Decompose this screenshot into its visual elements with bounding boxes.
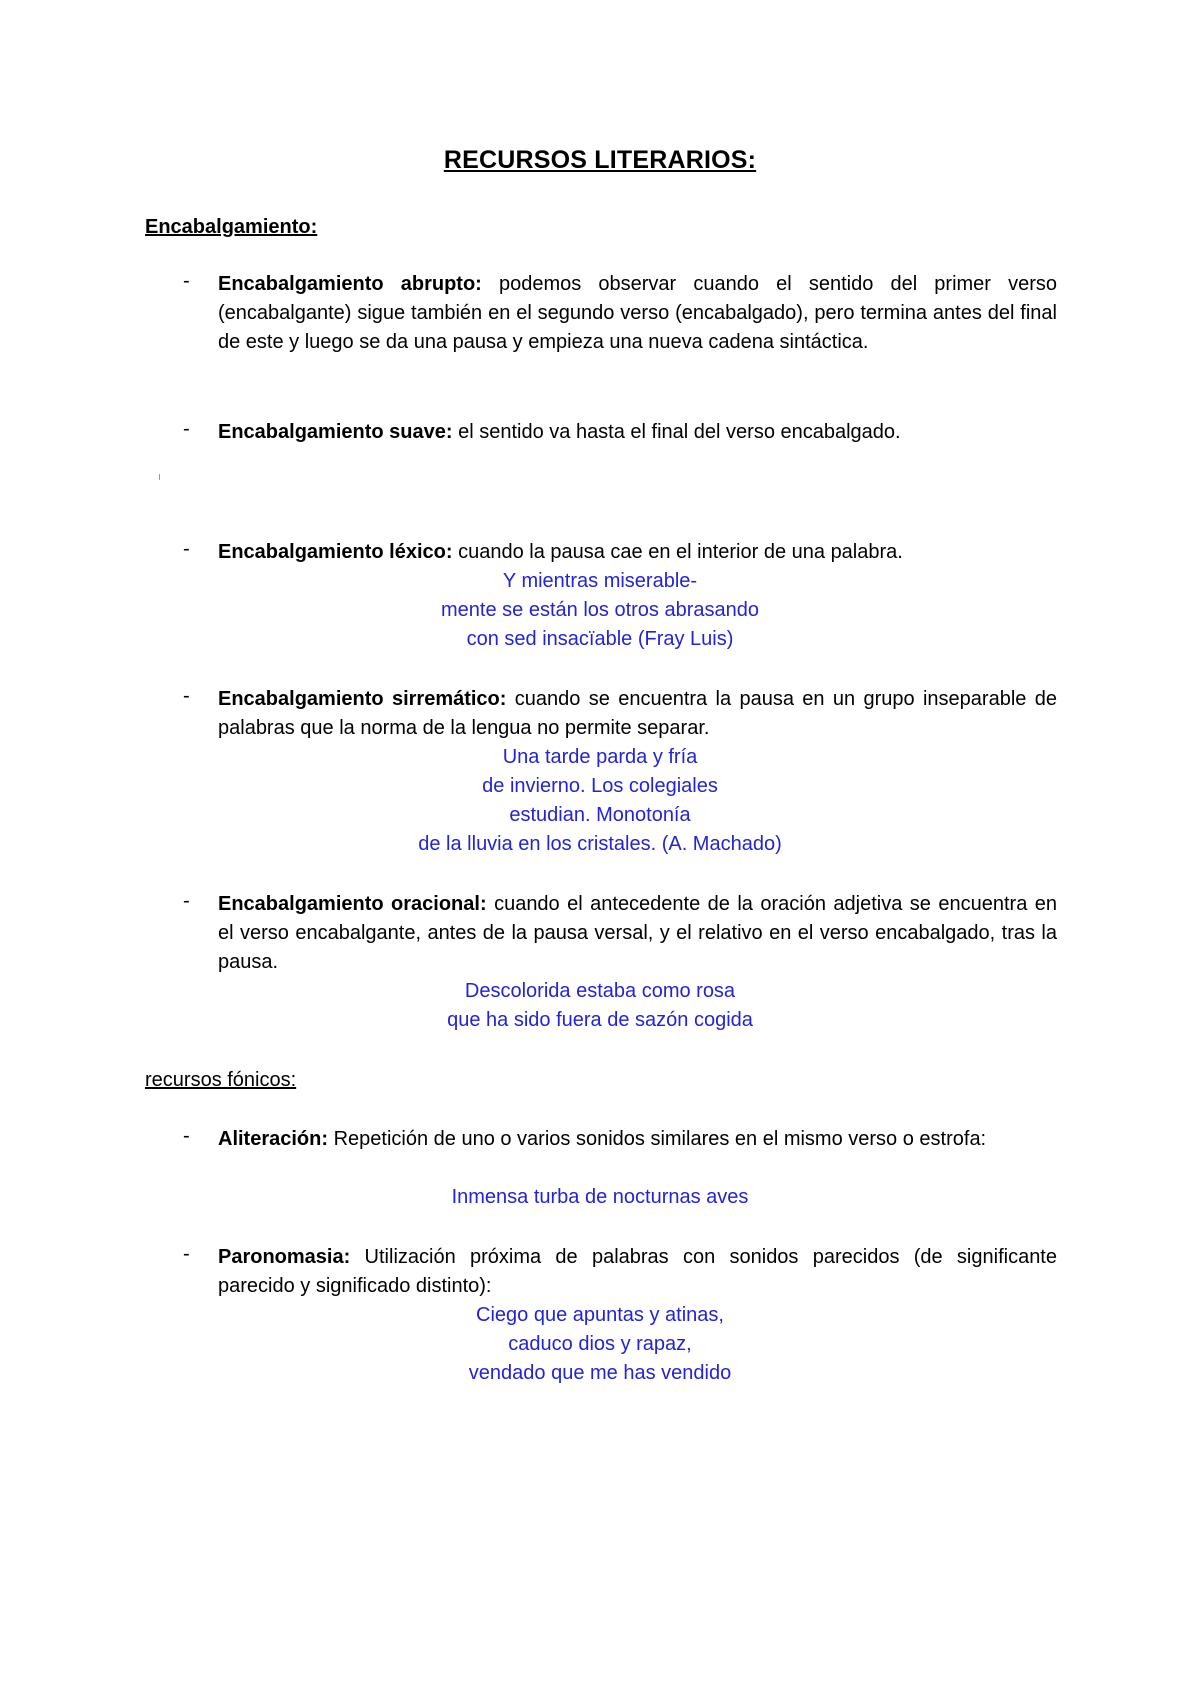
item-description: podemos observar cuando el sentido del primer verso (encabalgante) sigue también en el segundo verso (encabalgado), pero termina antes del final de este y luego se da una pausa y empieza una nueva cadena sintáctica. bbox=[218, 273, 1058, 353]
list-dash: - bbox=[183, 538, 190, 560]
list-dash: - bbox=[183, 1243, 190, 1265]
verse-line: mente se están los otros abrasando bbox=[441, 599, 759, 621]
item-text bbox=[218, 1243, 1057, 1301]
item-term: Aliteración: bbox=[218, 1128, 329, 1150]
section-heading-recursos-fonicos: recursos fónicos: bbox=[145, 1069, 297, 1091]
item-description: el sentido va hasta el final del verso encabalgado. bbox=[452, 421, 901, 443]
verse-line: Una tarde parda y fría bbox=[502, 746, 698, 768]
item-text bbox=[218, 270, 1057, 357]
example-verse-aliteracion bbox=[0, 1183, 1200, 1212]
verse-line: que ha sido fuera de sazón cogida bbox=[447, 1009, 753, 1031]
item-text bbox=[218, 418, 1057, 447]
verse-line: Ciego que apuntas y atinas, bbox=[476, 1304, 724, 1326]
example-verse-lexico bbox=[0, 567, 1200, 654]
section-heading-encabalgamiento: Encabalgamiento: bbox=[145, 216, 318, 238]
example-verse-sirrematico bbox=[0, 743, 1200, 859]
page-title: RECURSOS LITERARIOS: bbox=[443, 146, 757, 174]
item-description: cuando el antecedente de la oración adjetiva se encuentra en el verso encabalgante, antes de la pausa versal, y el relativo en el verso encabalgado, tras la pausa. bbox=[218, 893, 1058, 973]
list-dash: - bbox=[183, 1125, 190, 1147]
item-term: Encabalgamiento léxico: bbox=[218, 541, 453, 563]
item-text bbox=[218, 890, 1057, 977]
list-dash: - bbox=[183, 418, 190, 440]
list-dash: - bbox=[183, 890, 190, 912]
stray-mark bbox=[159, 474, 160, 480]
item-term: Encabalgamiento suave: bbox=[218, 421, 453, 443]
verse-line: vendado que me has vendido bbox=[468, 1362, 732, 1384]
item-description: Repetición de uno o varios sonidos similares en el mismo verso o estrofa: bbox=[328, 1128, 987, 1150]
verse-line: estudian. Monotonía bbox=[509, 804, 691, 826]
item-text bbox=[218, 538, 1057, 567]
item-term: Paronomasia: bbox=[218, 1246, 351, 1268]
example-verse-paronomasia bbox=[0, 1301, 1200, 1388]
list-dash: - bbox=[183, 685, 190, 707]
item-term: Encabalgamiento abrupto: bbox=[218, 273, 482, 295]
verse-line: Inmensa turba de nocturnas aves bbox=[451, 1186, 749, 1208]
item-description: cuando se encuentra la pausa en un grupo inseparable de palabras que la norma de la lengua no permite separar. bbox=[218, 688, 1057, 739]
example-verse-oracional bbox=[0, 977, 1200, 1035]
verse-line: Y mientras miserable- bbox=[502, 570, 698, 592]
item-description: Utilización próxima de palabras con sonidos parecidos (de significante parecido y significado distinto): bbox=[218, 1246, 1057, 1297]
verse-line: de la lluvia en los cristales. (A. Machado) bbox=[418, 833, 782, 855]
item-term: Encabalgamiento sirremático: bbox=[218, 688, 507, 710]
list-dash: - bbox=[183, 270, 190, 292]
verse-line: de invierno. Los colegiales bbox=[482, 775, 718, 797]
item-description: cuando la pausa cae en el interior de una palabra. bbox=[452, 541, 903, 563]
item-text bbox=[218, 1125, 1057, 1154]
verse-line: caduco dios y rapaz, bbox=[508, 1333, 692, 1355]
item-text bbox=[218, 685, 1057, 743]
verse-line: con sed insacïable (Fray Luis) bbox=[466, 628, 734, 650]
verse-line: Descolorida estaba como rosa bbox=[464, 980, 736, 1002]
item-term: Encabalgamiento oracional: bbox=[218, 893, 487, 915]
